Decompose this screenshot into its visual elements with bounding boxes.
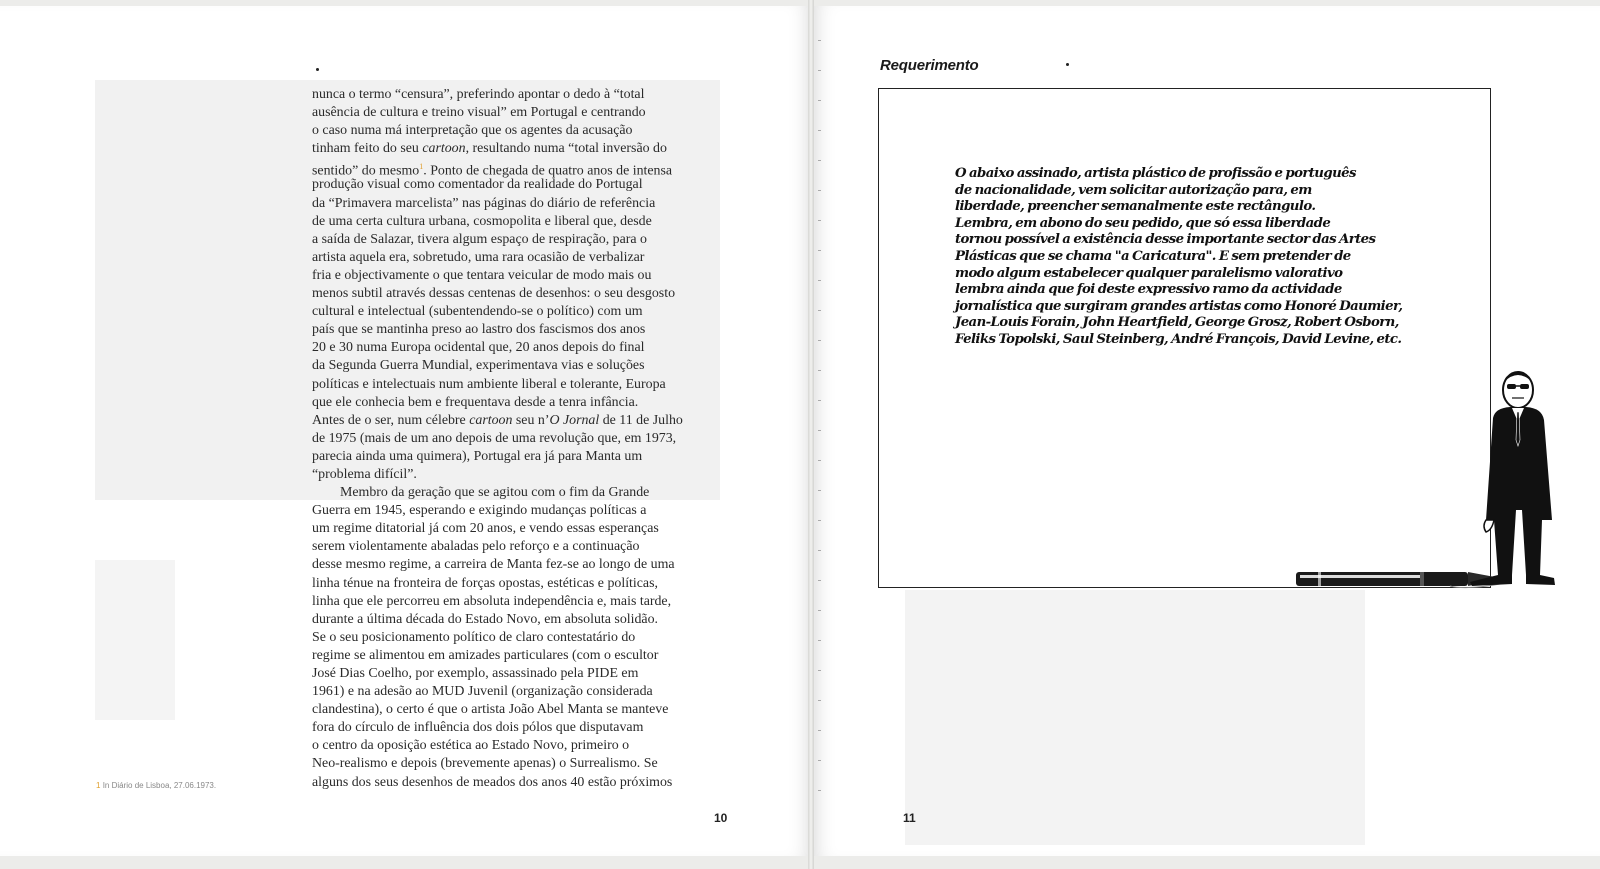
text-line: desse mesmo regime, a carreira de Manta fez-se ao longo de uma (312, 557, 675, 573)
footnote (96, 781, 216, 790)
text-line: 20 e 30 numa Europa ocidental que, 20 anos depois do final (312, 340, 645, 356)
text-line: clandestina), o certo é que o artista João Abel Manta se manteve (312, 702, 669, 718)
text-line: José Dias Coelho, por exemplo, assassinado pela PIDE em (312, 666, 639, 681)
text-line: da “Primavera marcelista” nas páginas do diário de referência (312, 195, 656, 211)
text-line: tinham feito do seu cartoon, resultando numa “total inversão do (312, 141, 667, 157)
spine-tick (818, 40, 821, 41)
text-line: Antes de o ser, num célebre cartoon seu n’O Jornal de 11 de Julho (312, 412, 683, 428)
text-line: Neo-realismo e depois (brevemente apenas) o Surrealismo. Se (312, 756, 658, 772)
text-line: durante a última década do Estado Novo, em absoluta solidão. (312, 611, 659, 627)
text-line: o caso numa má interpretação que os agentes da acusação (312, 123, 633, 139)
text-line: linha ténue na fronteira de forças opostas, estéticas e políticas, (312, 575, 658, 591)
spine-tick (818, 550, 821, 551)
spine-tick (818, 130, 821, 131)
text-line: de 1975 (mais de um ano depois de uma revolução que, em 1973, (312, 430, 677, 446)
spine-tick (818, 220, 821, 221)
handwritten-line: Lembra, em abono do seu pedido, que só essa liberdade (955, 215, 1331, 231)
spine-tick (818, 340, 821, 341)
handwritten-line: modo algum estabelecer qualquer paralelismo valorativo (955, 265, 1343, 281)
spine-tick (818, 520, 821, 521)
spine-tick (818, 460, 821, 461)
text-line: “problema difícil”. (312, 466, 417, 482)
text-line: país que se mantinha preso ao lastro dos fascismos dos anos (312, 322, 646, 338)
spine-tick (818, 250, 821, 251)
page-number-right: 11 (903, 811, 916, 825)
text-line: que ele conhecia bem e frequentava desde a tenra infância. (312, 394, 639, 410)
handwritten-line: jornalística que surgiram grandes artistas como Honoré Daumier, (955, 298, 1403, 314)
text-line: 1961) e na adesão ao MUD Juvenil (organização considerada (312, 684, 653, 700)
spine-tick (818, 370, 821, 371)
man-figure-illustration (1470, 372, 1555, 586)
spine-tick (818, 190, 821, 191)
handwritten-line: Plásticas que se chama "a Caricatura". E sem pretender de (955, 248, 1351, 264)
text-line: alguns dos seus desenhos de meados dos anos 40 estão próximos (312, 774, 673, 790)
spine-tick (818, 160, 821, 161)
handwritten-line: lembra ainda que foi deste expressivo ramo da actividade (955, 282, 1342, 298)
text-line: fora do círculo de influência dos dois pólos que disputavam (312, 720, 644, 736)
text-line: artista aquela era, sobretudo, uma rara ocasião de verbalizar (312, 249, 645, 265)
spine-tick (818, 280, 821, 281)
book-spine (808, 0, 814, 869)
print-dot (316, 68, 319, 71)
text-line: a saída de Salazar, tivera algum espaço de respiração, para o (312, 231, 647, 247)
text-line: o centro da oposição estética ao Estado Novo, primeiro o (312, 738, 630, 754)
spine-tick (818, 580, 821, 581)
text-line: linha que ele percorreu em absoluta independência e, mais tarde, (312, 593, 672, 609)
handwritten-line: Jean-Louis Forain, John Heartfield, George Grosz, Robert Osborn, (955, 315, 1399, 331)
text-line: regime se alimentou em amizades particulares (com o escultor (312, 647, 659, 663)
show-through-block-right (905, 590, 1365, 845)
text-line: produção visual como comentador da realidade do Portugal (312, 177, 643, 193)
spine-binding-marks (818, 40, 822, 800)
text-line: serem violentamente abaladas pelo reforço e a continuação (312, 539, 640, 555)
text-line: Membro da geração que se agitou com o fim da Grande (340, 485, 650, 501)
cartoon-illustration (1290, 370, 1570, 600)
cartoon-handwritten-text (955, 166, 1425, 349)
text-line: da Segunda Guerra Mundial, experimentava vias e soluções (312, 358, 645, 374)
text-line: de uma certa cultura urbana, cosmopolita e liberal que, desde (312, 213, 652, 229)
handwritten-line: tornou possível a existência desse importante sector das Artes (955, 232, 1376, 248)
text-line: um regime ditatorial já com 20 anos, e vendo essas esperanças (312, 521, 659, 537)
spine-tick (818, 430, 821, 431)
footnote-text: In Diário de Lisboa, 27.06.1973. (102, 781, 217, 790)
spine-tick (818, 610, 821, 611)
spine-tick (818, 640, 821, 641)
print-dot (1066, 63, 1069, 66)
footnote-mark: 1 (96, 781, 101, 790)
text-line: Guerra em 1945, esperando e exigindo mudanças políticas a (312, 503, 647, 519)
spine-tick (818, 400, 821, 401)
spine-tick (818, 760, 821, 761)
handwritten-line: O abaixo assinado, artista plástico de profissão e português (955, 166, 1356, 181)
spine-tick (818, 490, 821, 491)
text-line: ausência de cultura e treino visual” em Portugal e centrando (312, 105, 646, 121)
body-text (312, 86, 722, 792)
handwritten-line: de nacionalidade, vem solicitar autorização para, em (955, 182, 1312, 198)
show-through-block-small (95, 560, 175, 720)
spine-tick (818, 310, 821, 311)
text-line: políticas e intelectuais num ambiente liberal e tolerante, Europa (312, 376, 666, 392)
spine-tick (818, 790, 821, 791)
text-line: Se o seu posicionamento político de claro contestatário do (312, 629, 636, 645)
spine-tick (818, 700, 821, 701)
text-line: menos subtil através dessas centenas de desenhos: o seu desgosto (312, 286, 676, 302)
text-line: parecia ainda uma quimera), Portugal era já para Manta um (312, 448, 643, 464)
text-line: nunca o termo “censura”, preferindo apontar o dedo à “total (312, 87, 645, 102)
spine-tick (818, 730, 821, 731)
text-line: fria e objectivamente o que tentara veicular de modo mais ou (312, 267, 652, 283)
handwritten-line: Feliks Topolski, Saul Steinberg, André François, David Levine, etc. (955, 331, 1402, 347)
section-heading: Requerimento (880, 57, 979, 74)
spine-tick (818, 670, 821, 671)
spine-tick (818, 100, 821, 101)
page-number-left: 10 (714, 811, 728, 825)
text-line: sentido” do mesmo$^1$. Ponto de chegada de quatro anos de intensa (312, 162, 673, 179)
spine-tick (818, 70, 821, 71)
handwritten-line: liberdade, preencher semanalmente este rectângulo. (955, 199, 1316, 215)
text-line: cultural e intelectual (subentendendo-se o político) com um (312, 304, 643, 320)
